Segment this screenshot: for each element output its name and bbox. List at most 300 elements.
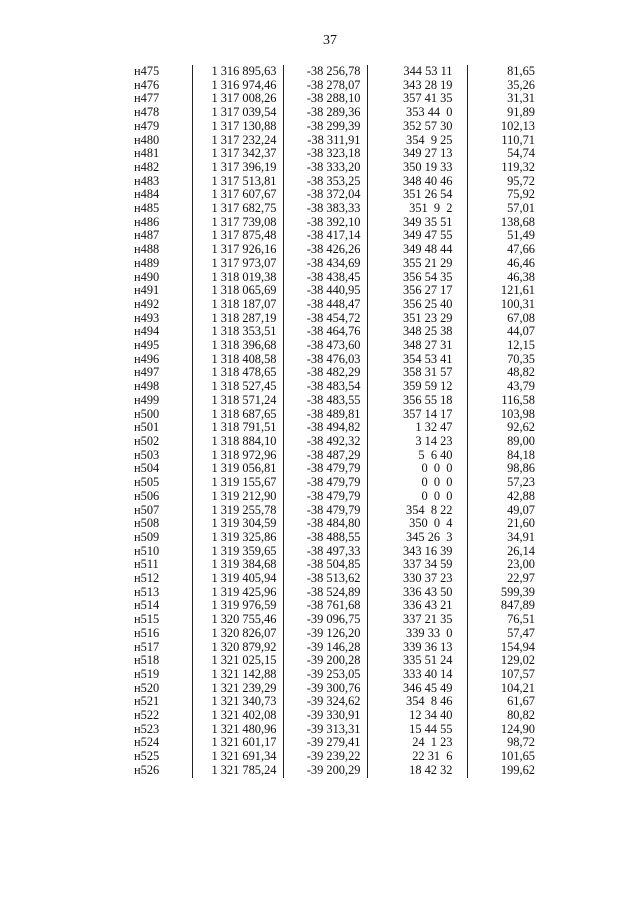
point-id-cell: н475 bbox=[134, 65, 160, 78]
x-coordinate-cell: 1 317 739,08 bbox=[192, 216, 283, 230]
direction-angle-cell: 352 57 30 bbox=[367, 120, 467, 134]
table-row bbox=[128, 298, 557, 312]
distance-cell: 129,02 bbox=[467, 654, 557, 668]
point-id-cell: н495 bbox=[134, 339, 160, 353]
table-row bbox=[128, 257, 557, 271]
coordinates-table-body bbox=[128, 65, 557, 778]
direction-angle-cell: 0 0 0 bbox=[367, 490, 467, 504]
distance-cell: 100,31 bbox=[467, 298, 557, 312]
direction-angle-cell: 337 21 35 bbox=[367, 613, 467, 627]
distance-cell: 91,89 bbox=[467, 106, 557, 120]
x-coordinate-cell: 1 321 340,73 bbox=[192, 695, 283, 709]
y-coordinate-cell: -39 279,41 bbox=[283, 736, 367, 750]
table-row bbox=[128, 120, 557, 134]
table-row bbox=[128, 736, 557, 750]
x-coordinate-cell: 1 318 353,51 bbox=[192, 325, 283, 339]
y-coordinate-cell: -38 513,62 bbox=[283, 572, 367, 586]
y-coordinate-cell: -38 489,81 bbox=[283, 408, 367, 422]
direction-angle-cell: 354 9 25 bbox=[367, 134, 467, 148]
table-row bbox=[128, 134, 557, 148]
x-coordinate-cell: 1 318 571,24 bbox=[192, 394, 283, 408]
direction-angle-cell: 348 40 46 bbox=[367, 175, 467, 189]
distance-cell: 92,62 bbox=[467, 421, 557, 435]
y-coordinate-cell: -38 454,72 bbox=[283, 312, 367, 326]
x-coordinate-cell: 1 318 287,19 bbox=[192, 312, 283, 326]
point-id-cell: н511 bbox=[134, 558, 159, 572]
point-id-cell: н485 bbox=[134, 202, 160, 216]
direction-angle-cell: 349 47 55 bbox=[367, 229, 467, 243]
x-coordinate-cell: 1 321 239,29 bbox=[192, 682, 283, 696]
distance-cell: 21,60 bbox=[467, 517, 557, 531]
x-coordinate-cell: 1 319 255,78 bbox=[192, 504, 283, 518]
direction-angle-cell: 355 21 29 bbox=[367, 257, 467, 271]
table-row bbox=[128, 175, 557, 189]
y-coordinate-cell: -38 434,69 bbox=[283, 257, 367, 271]
x-coordinate-cell: 1 318 791,51 bbox=[192, 421, 283, 435]
point-id-cell: н519 bbox=[134, 667, 160, 681]
direction-angle-cell: 343 28 19 bbox=[367, 79, 467, 93]
distance-cell: 119,32 bbox=[467, 161, 557, 175]
direction-angle-cell: 1 32 47 bbox=[367, 421, 467, 435]
y-coordinate-cell: -38 488,55 bbox=[283, 531, 367, 545]
table-row bbox=[128, 627, 557, 641]
point-id-cell: н502 bbox=[134, 434, 160, 448]
point-id-cell: н490 bbox=[134, 270, 160, 284]
distance-cell: 57,47 bbox=[467, 627, 557, 641]
y-coordinate-cell: -38 353,25 bbox=[283, 175, 367, 189]
table-row bbox=[128, 613, 557, 627]
direction-angle-cell: 15 44 55 bbox=[367, 723, 467, 737]
point-id-cell: н487 bbox=[134, 229, 160, 243]
distance-cell: 35,26 bbox=[467, 79, 557, 93]
y-coordinate-cell: -38 256,78 bbox=[283, 65, 367, 79]
direction-angle-cell: 349 35 51 bbox=[367, 216, 467, 230]
x-coordinate-cell: 1 317 875,48 bbox=[192, 229, 283, 243]
direction-angle-cell: 350 19 33 bbox=[367, 161, 467, 175]
y-coordinate-cell: -38 426,26 bbox=[283, 243, 367, 257]
direction-angle-cell: 350 0 4 bbox=[367, 517, 467, 531]
x-coordinate-cell: 1 318 478,65 bbox=[192, 366, 283, 380]
y-coordinate-cell: -38 417,14 bbox=[283, 229, 367, 243]
x-coordinate-cell: 1 317 926,16 bbox=[192, 243, 283, 257]
y-coordinate-cell: -38 438,45 bbox=[283, 271, 367, 285]
distance-cell: 70,35 bbox=[467, 353, 557, 367]
table-row bbox=[128, 366, 557, 380]
table-row bbox=[128, 380, 557, 394]
x-coordinate-cell: 1 317 232,24 bbox=[192, 134, 283, 148]
point-id-cell: н506 bbox=[134, 489, 160, 503]
point-id-cell: н497 bbox=[134, 366, 160, 380]
x-coordinate-cell: 1 319 304,59 bbox=[192, 517, 283, 531]
y-coordinate-cell: -38 289,36 bbox=[283, 106, 367, 120]
direction-angle-cell: 351 26 54 bbox=[367, 188, 467, 202]
direction-angle-cell: 24 1 23 bbox=[367, 736, 467, 750]
point-id-cell: н476 bbox=[134, 78, 160, 92]
direction-angle-cell: 356 54 35 bbox=[367, 271, 467, 285]
x-coordinate-cell: 1 319 405,94 bbox=[192, 572, 283, 586]
table-row bbox=[128, 394, 557, 408]
x-coordinate-cell: 1 318 019,38 bbox=[192, 271, 283, 285]
y-coordinate-cell: -38 504,85 bbox=[283, 558, 367, 572]
point-id-cell: н521 bbox=[134, 695, 160, 709]
x-coordinate-cell: 1 318 527,45 bbox=[192, 380, 283, 394]
x-coordinate-cell: 1 321 785,24 bbox=[192, 764, 283, 778]
y-coordinate-cell: -38 482,29 bbox=[283, 366, 367, 380]
distance-cell: 54,74 bbox=[467, 147, 557, 161]
table-row bbox=[128, 764, 557, 778]
table-row bbox=[128, 695, 557, 709]
direction-angle-cell: 351 9 2 bbox=[367, 202, 467, 216]
x-coordinate-cell: 1 320 755,46 bbox=[192, 613, 283, 627]
point-id-cell: н505 bbox=[134, 476, 160, 490]
table-row bbox=[128, 312, 557, 326]
point-id-cell: н508 bbox=[134, 517, 160, 531]
y-coordinate-cell: -38 448,47 bbox=[283, 298, 367, 312]
point-id-cell: н493 bbox=[134, 311, 160, 325]
table-row bbox=[128, 558, 557, 572]
direction-angle-cell: 356 55 18 bbox=[367, 394, 467, 408]
distance-cell: 95,72 bbox=[467, 175, 557, 189]
y-coordinate-cell: -38 483,54 bbox=[283, 380, 367, 394]
distance-cell: 76,51 bbox=[467, 613, 557, 627]
point-id-cell: н523 bbox=[134, 722, 160, 736]
point-id-cell: н520 bbox=[134, 681, 160, 695]
distance-cell: 98,86 bbox=[467, 462, 557, 476]
direction-angle-cell: 330 37 23 bbox=[367, 572, 467, 586]
distance-cell: 31,31 bbox=[467, 92, 557, 106]
y-coordinate-cell: -38 494,82 bbox=[283, 421, 367, 435]
x-coordinate-cell: 1 320 826,07 bbox=[192, 627, 283, 641]
direction-angle-cell: 336 43 21 bbox=[367, 599, 467, 613]
point-id-cell: н499 bbox=[134, 393, 160, 407]
y-coordinate-cell: -38 479,79 bbox=[283, 504, 367, 518]
table-row bbox=[128, 709, 557, 723]
y-coordinate-cell: -38 464,76 bbox=[283, 325, 367, 339]
x-coordinate-cell: 1 321 480,96 bbox=[192, 723, 283, 737]
point-id-cell: н477 bbox=[134, 92, 160, 106]
direction-angle-cell: 354 8 46 bbox=[367, 695, 467, 709]
point-id-cell: н512 bbox=[134, 572, 160, 586]
table-row bbox=[128, 750, 557, 764]
point-id-cell: н494 bbox=[134, 325, 160, 339]
direction-angle-cell: 354 53 41 bbox=[367, 353, 467, 367]
y-coordinate-cell: -38 492,32 bbox=[283, 435, 367, 449]
y-coordinate-cell: -39 126,20 bbox=[283, 627, 367, 641]
distance-cell: 47,66 bbox=[467, 243, 557, 257]
direction-angle-cell: 337 34 59 bbox=[367, 558, 467, 572]
distance-cell: 51,49 bbox=[467, 229, 557, 243]
y-coordinate-cell: -38 333,20 bbox=[283, 161, 367, 175]
x-coordinate-cell: 1 319 212,90 bbox=[192, 490, 283, 504]
point-id-cell: н522 bbox=[134, 709, 160, 723]
distance-cell: 199,62 bbox=[467, 764, 557, 778]
distance-cell: 42,88 bbox=[467, 490, 557, 504]
distance-cell: 102,13 bbox=[467, 120, 557, 134]
distance-cell: 48,82 bbox=[467, 366, 557, 380]
distance-cell: 26,14 bbox=[467, 545, 557, 559]
distance-cell: 80,82 bbox=[467, 709, 557, 723]
table-row bbox=[128, 531, 557, 545]
distance-cell: 154,94 bbox=[467, 641, 557, 655]
y-coordinate-cell: -39 200,28 bbox=[283, 654, 367, 668]
direction-angle-cell: 348 27 31 bbox=[367, 339, 467, 353]
table-row bbox=[128, 545, 557, 559]
distance-cell: 107,57 bbox=[467, 668, 557, 682]
distance-cell: 34,91 bbox=[467, 531, 557, 545]
direction-angle-cell: 339 36 13 bbox=[367, 641, 467, 655]
direction-angle-cell: 348 25 38 bbox=[367, 325, 467, 339]
distance-cell: 124,90 bbox=[467, 723, 557, 737]
table-row bbox=[128, 408, 557, 422]
table-row bbox=[128, 599, 557, 613]
x-coordinate-cell: 1 318 687,65 bbox=[192, 408, 283, 422]
direction-angle-cell: 12 34 40 bbox=[367, 709, 467, 723]
table-row bbox=[128, 723, 557, 737]
point-id-cell: н518 bbox=[134, 654, 160, 668]
point-id-cell: н491 bbox=[134, 284, 160, 298]
table-row bbox=[128, 654, 557, 668]
x-coordinate-cell: 1 319 425,96 bbox=[192, 586, 283, 600]
y-coordinate-cell: -39 200,29 bbox=[283, 764, 367, 778]
table-row bbox=[128, 202, 557, 216]
distance-cell: 75,92 bbox=[467, 188, 557, 202]
direction-angle-cell: 349 27 13 bbox=[367, 147, 467, 161]
direction-angle-cell: 339 33 0 bbox=[367, 627, 467, 641]
point-id-cell: н478 bbox=[134, 106, 160, 120]
y-coordinate-cell: -38 311,91 bbox=[283, 134, 367, 148]
point-id-cell: н514 bbox=[134, 599, 160, 613]
y-coordinate-cell: -38 497,33 bbox=[283, 545, 367, 559]
y-coordinate-cell: -38 440,95 bbox=[283, 284, 367, 298]
table-row bbox=[128, 161, 557, 175]
y-coordinate-cell: -39 300,76 bbox=[283, 682, 367, 696]
point-id-cell: н484 bbox=[134, 188, 160, 202]
point-id-cell: н517 bbox=[134, 640, 160, 654]
point-id-cell: н503 bbox=[134, 448, 160, 462]
x-coordinate-cell: 1 319 056,81 bbox=[192, 462, 283, 476]
x-coordinate-cell: 1 316 895,63 bbox=[192, 65, 283, 79]
point-id-cell: н488 bbox=[134, 243, 160, 257]
direction-angle-cell: 343 16 39 bbox=[367, 545, 467, 559]
y-coordinate-cell: -38 288,10 bbox=[283, 92, 367, 106]
point-id-cell: н482 bbox=[134, 160, 160, 174]
x-coordinate-cell: 1 318 408,58 bbox=[192, 353, 283, 367]
direction-angle-cell: 357 41 35 bbox=[367, 92, 467, 106]
distance-cell: 12,15 bbox=[467, 339, 557, 353]
x-coordinate-cell: 1 317 396,19 bbox=[192, 161, 283, 175]
direction-angle-cell: 335 51 24 bbox=[367, 654, 467, 668]
direction-angle-cell: 346 45 49 bbox=[367, 682, 467, 696]
point-id-cell: н498 bbox=[134, 380, 160, 394]
distance-cell: 121,61 bbox=[467, 284, 557, 298]
point-id-cell: н496 bbox=[134, 352, 160, 366]
table-row bbox=[128, 421, 557, 435]
x-coordinate-cell: 1 319 155,67 bbox=[192, 476, 283, 490]
y-coordinate-cell: -39 253,05 bbox=[283, 668, 367, 682]
y-coordinate-cell: -38 487,29 bbox=[283, 449, 367, 463]
y-coordinate-cell: -38 479,79 bbox=[283, 490, 367, 504]
table-row bbox=[128, 284, 557, 298]
distance-cell: 104,21 bbox=[467, 682, 557, 696]
table-row bbox=[128, 147, 557, 161]
point-id-cell: н510 bbox=[134, 544, 160, 558]
direction-angle-cell: 356 25 40 bbox=[367, 298, 467, 312]
table-row bbox=[128, 188, 557, 202]
y-coordinate-cell: -38 483,55 bbox=[283, 394, 367, 408]
distance-cell: 57,01 bbox=[467, 202, 557, 216]
y-coordinate-cell: -38 761,68 bbox=[283, 599, 367, 613]
point-id-cell: н480 bbox=[134, 133, 160, 147]
distance-cell: 138,68 bbox=[467, 216, 557, 230]
point-id-cell: н501 bbox=[134, 421, 160, 435]
x-coordinate-cell: 1 317 973,07 bbox=[192, 257, 283, 271]
point-id-cell: н507 bbox=[134, 503, 160, 517]
direction-angle-cell: 353 44 0 bbox=[367, 106, 467, 120]
point-id-cell: н500 bbox=[134, 407, 160, 421]
distance-cell: 81,65 bbox=[467, 65, 557, 79]
distance-cell: 46,38 bbox=[467, 271, 557, 285]
table-row bbox=[128, 243, 557, 257]
table-row bbox=[128, 572, 557, 586]
distance-cell: 103,98 bbox=[467, 408, 557, 422]
y-coordinate-cell: -38 299,39 bbox=[283, 120, 367, 134]
distance-cell: 101,65 bbox=[467, 750, 557, 764]
direction-angle-cell: 359 59 12 bbox=[367, 380, 467, 394]
x-coordinate-cell: 1 321 142,88 bbox=[192, 668, 283, 682]
table-row bbox=[128, 641, 557, 655]
distance-cell: 110,71 bbox=[467, 134, 557, 148]
direction-angle-cell: 358 31 57 bbox=[367, 366, 467, 380]
distance-cell: 599,39 bbox=[467, 586, 557, 600]
table-row bbox=[128, 229, 557, 243]
table-row bbox=[128, 586, 557, 600]
point-id-cell: н524 bbox=[134, 736, 160, 750]
x-coordinate-cell: 1 319 976,59 bbox=[192, 599, 283, 613]
y-coordinate-cell: -38 484,80 bbox=[283, 517, 367, 531]
x-coordinate-cell: 1 317 342,37 bbox=[192, 147, 283, 161]
page-number: 37 bbox=[323, 33, 337, 48]
y-coordinate-cell: -38 372,04 bbox=[283, 188, 367, 202]
point-id-cell: н516 bbox=[134, 626, 160, 640]
table-row bbox=[128, 476, 557, 490]
table-row bbox=[128, 216, 557, 230]
direction-angle-cell: 345 26 3 bbox=[367, 531, 467, 545]
table-row bbox=[128, 462, 557, 476]
point-id-cell: н492 bbox=[134, 297, 160, 311]
table-row bbox=[128, 271, 557, 285]
direction-angle-cell: 333 40 14 bbox=[367, 668, 467, 682]
table-row bbox=[128, 353, 557, 367]
y-coordinate-cell: -38 479,79 bbox=[283, 476, 367, 490]
table-row bbox=[128, 435, 557, 449]
distance-cell: 22,97 bbox=[467, 572, 557, 586]
point-id-cell: н481 bbox=[134, 147, 160, 161]
distance-cell: 67,08 bbox=[467, 312, 557, 326]
distance-cell: 43,79 bbox=[467, 380, 557, 394]
point-id-cell: н486 bbox=[134, 215, 160, 229]
x-coordinate-cell: 1 318 884,10 bbox=[192, 435, 283, 449]
point-id-cell: н489 bbox=[134, 256, 160, 270]
x-coordinate-cell: 1 319 384,68 bbox=[192, 558, 283, 572]
distance-cell: 89,00 bbox=[467, 435, 557, 449]
x-coordinate-cell: 1 318 187,07 bbox=[192, 298, 283, 312]
distance-cell: 49,07 bbox=[467, 504, 557, 518]
direction-angle-cell: 354 8 22 bbox=[367, 504, 467, 518]
direction-angle-cell: 344 53 11 bbox=[367, 65, 467, 79]
y-coordinate-cell: -39 146,28 bbox=[283, 641, 367, 655]
x-coordinate-cell: 1 320 879,92 bbox=[192, 641, 283, 655]
table-row bbox=[128, 79, 557, 93]
x-coordinate-cell: 1 318 396,68 bbox=[192, 339, 283, 353]
distance-cell: 57,23 bbox=[467, 476, 557, 490]
distance-cell: 46,46 bbox=[467, 257, 557, 271]
y-coordinate-cell: -39 324,62 bbox=[283, 695, 367, 709]
table-row bbox=[128, 339, 557, 353]
x-coordinate-cell: 1 317 513,81 bbox=[192, 175, 283, 189]
table-row bbox=[128, 517, 557, 531]
y-coordinate-cell: -38 473,60 bbox=[283, 339, 367, 353]
x-coordinate-cell: 1 317 682,75 bbox=[192, 202, 283, 216]
table-row bbox=[128, 682, 557, 696]
table-row bbox=[128, 92, 557, 106]
point-id-cell: н525 bbox=[134, 750, 160, 764]
table-row bbox=[128, 106, 557, 120]
coordinates-table bbox=[128, 65, 557, 778]
y-coordinate-cell: -38 476,03 bbox=[283, 353, 367, 367]
x-coordinate-cell: 1 321 691,34 bbox=[192, 750, 283, 764]
x-coordinate-cell: 1 319 325,86 bbox=[192, 531, 283, 545]
point-id-cell: н504 bbox=[134, 462, 160, 476]
x-coordinate-cell: 1 319 359,65 bbox=[192, 545, 283, 559]
direction-angle-cell: 0 0 0 bbox=[367, 462, 467, 476]
direction-angle-cell: 22 31 6 bbox=[367, 750, 467, 764]
table-row bbox=[128, 449, 557, 463]
x-coordinate-cell: 1 318 065,69 bbox=[192, 284, 283, 298]
direction-angle-cell: 18 42 32 bbox=[367, 764, 467, 778]
point-id-cell: н526 bbox=[134, 763, 160, 777]
y-coordinate-cell: -38 524,89 bbox=[283, 586, 367, 600]
y-coordinate-cell: -38 383,33 bbox=[283, 202, 367, 216]
table-row bbox=[128, 504, 557, 518]
x-coordinate-cell: 1 317 130,88 bbox=[192, 120, 283, 134]
x-coordinate-cell: 1 316 974,46 bbox=[192, 79, 283, 93]
y-coordinate-cell: -38 392,10 bbox=[283, 216, 367, 230]
x-coordinate-cell: 1 317 607,67 bbox=[192, 188, 283, 202]
y-coordinate-cell: -39 313,31 bbox=[283, 723, 367, 737]
y-coordinate-cell: -39 330,91 bbox=[283, 709, 367, 723]
distance-cell: 84,18 bbox=[467, 449, 557, 463]
y-coordinate-cell: -39 096,75 bbox=[283, 613, 367, 627]
direction-angle-cell: 336 43 50 bbox=[367, 586, 467, 600]
x-coordinate-cell: 1 318 972,96 bbox=[192, 449, 283, 463]
x-coordinate-cell: 1 321 025,15 bbox=[192, 654, 283, 668]
y-coordinate-cell: -38 278,07 bbox=[283, 79, 367, 93]
direction-angle-cell: 356 27 17 bbox=[367, 284, 467, 298]
table-row bbox=[128, 65, 557, 79]
point-id-cell: н509 bbox=[134, 530, 160, 544]
x-coordinate-cell: 1 317 039,54 bbox=[192, 106, 283, 120]
direction-angle-cell: 349 48 44 bbox=[367, 243, 467, 257]
direction-angle-cell: 5 6 40 bbox=[367, 449, 467, 463]
table-row bbox=[128, 325, 557, 339]
direction-angle-cell: 351 23 29 bbox=[367, 312, 467, 326]
point-id-cell: н513 bbox=[134, 585, 160, 599]
direction-angle-cell: 3 14 23 bbox=[367, 435, 467, 449]
direction-angle-cell: 0 0 0 bbox=[367, 476, 467, 490]
point-id-cell: н483 bbox=[134, 174, 160, 188]
distance-cell: 44,07 bbox=[467, 325, 557, 339]
table-row bbox=[128, 490, 557, 504]
